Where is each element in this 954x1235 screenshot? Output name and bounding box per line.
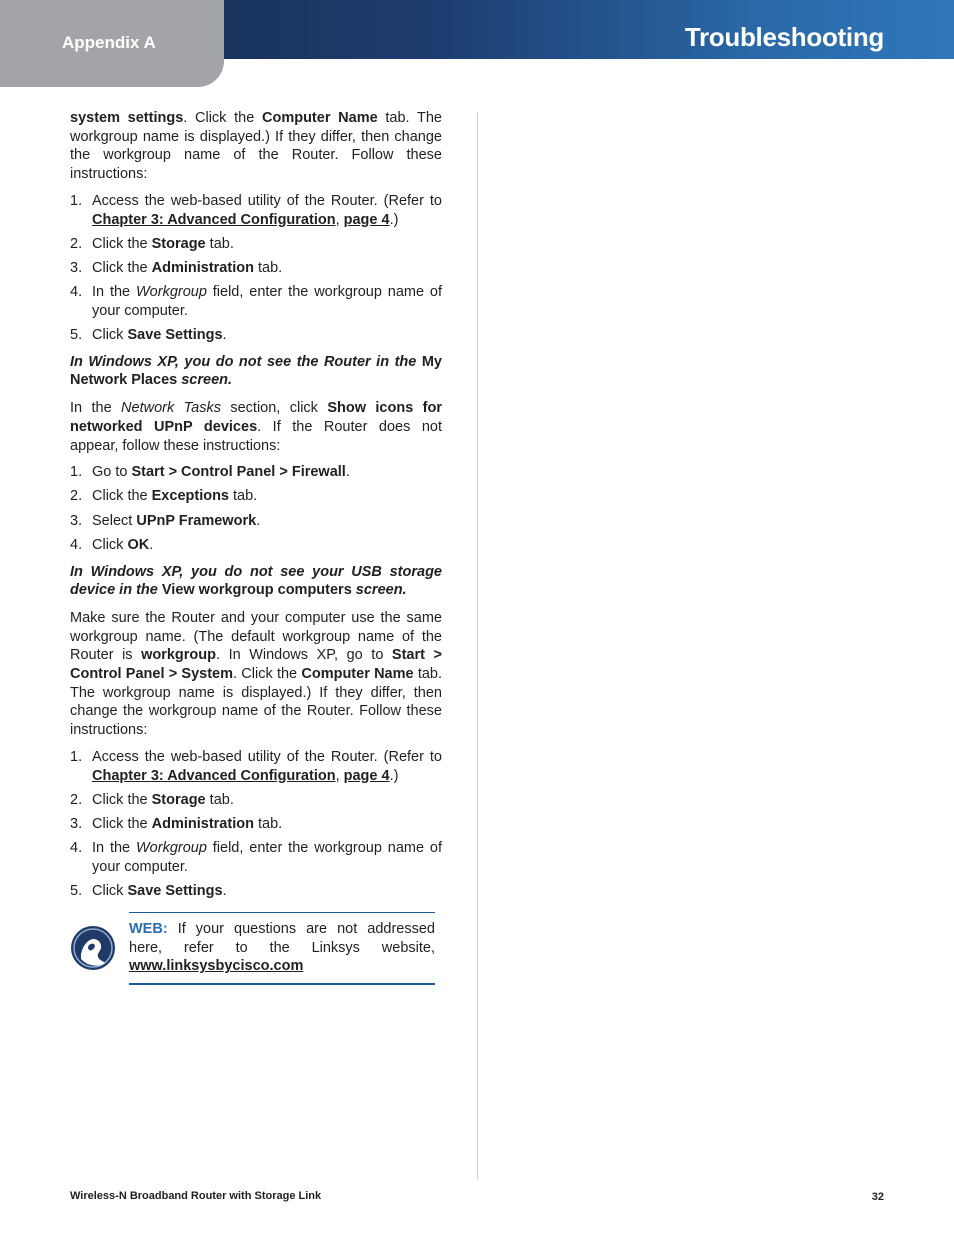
list-item: 1. Access the web-based utility of the Router. (Refer to Chapter 3: Advanced Configuration, page 4.) [70, 748, 442, 784]
list-item: 4. Click OK. [70, 536, 154, 553]
footer-page-number: 32 [871, 1191, 884, 1203]
globe-icon [70, 925, 116, 971]
linksys-website-link[interactable]: www.linksysbycisco.com [129, 958, 304, 975]
list-item: 4. In the Workgroup field, enter the workgroup name of your computer. [70, 284, 442, 319]
page-title: Troubleshooting [684, 22, 884, 52]
steps-list-a [70, 192, 442, 345]
intro-bold-1: system settings [70, 110, 184, 126]
column-divider [477, 112, 478, 1179]
list-item: 4. In the Workgroup field, enter the workgroup name of your computer. [70, 840, 442, 875]
list-item: 2. Click the Exceptions tab. [70, 488, 258, 505]
footer-product: Wireless-N Broadband Router with Storage Link [70, 1190, 322, 1202]
list-item: 1. Access the web-based utility of the Router. (Refer to Chapter 3: Advanced Configuration, page 4.) [70, 192, 442, 228]
list-item: 3. Click the Administration tab. [70, 259, 283, 276]
list-item: 2. Click the Storage tab. [70, 791, 234, 808]
paragraph-2: In the Network Tasks section, click Show icons for networked UPnP devices. If the Router does not appear, follow these instructions: [70, 400, 443, 454]
steps-list-b [70, 463, 442, 554]
intro-bold-2: Computer Name [262, 110, 378, 126]
left-column [70, 109, 442, 988]
steps-list-c [70, 748, 442, 901]
page-4-link[interactable]: page 4 [343, 211, 390, 228]
intro-paragraph [70, 109, 442, 184]
intro-text-2: tab. The workgroup name is displayed.) If they differ, then change the workgroup name of the Router. Follow these instructions: [70, 110, 442, 183]
section-heading-1: In Windows XP, you do not see the Router in the My Network Places screen. [70, 353, 442, 389]
chapter-3-link[interactable]: Chapter 3: Advanced Configuration [92, 211, 336, 228]
page-4-link[interactable]: page 4 [343, 767, 390, 784]
paragraph-3: Make sure the Router and your computer use the same workgroup name. (The default workgroup name of the Router is workgroup. In Windows XP, go to Start > Control Panel > System. Click the Computer Name tab. The workgroup name is displayed.) If they differ, then change the workgroup name of the Router. Follow these instructions: [70, 609, 443, 739]
list-item: 3. Select UPnP Framework. [70, 512, 261, 529]
section-heading-2: In Windows XP, you do not see your USB storage device in the View workgroup computers screen. [70, 563, 442, 599]
chapter-3-link[interactable]: Chapter 3: Advanced Configuration [92, 767, 336, 784]
list-item: 5. Click Save Settings. [70, 327, 227, 344]
list-item: 1. Go to Start > Control Panel > Firewall. [70, 464, 350, 481]
web-note-text: WEB: If your questions are not addressed here, refer to the Linksys website, www.linksysbycisco.com [129, 912, 435, 985]
web-label: WEB: [129, 920, 168, 937]
web-note [70, 912, 442, 988]
appendix-label: Appendix A [62, 33, 156, 52]
list-item: 2. Click the Storage tab. [70, 235, 234, 252]
list-item: 5. Click Save Settings. [70, 883, 227, 900]
list-item: 3. Click the Administration tab. [70, 816, 283, 832]
intro-text-1: . Click the [183, 110, 262, 126]
